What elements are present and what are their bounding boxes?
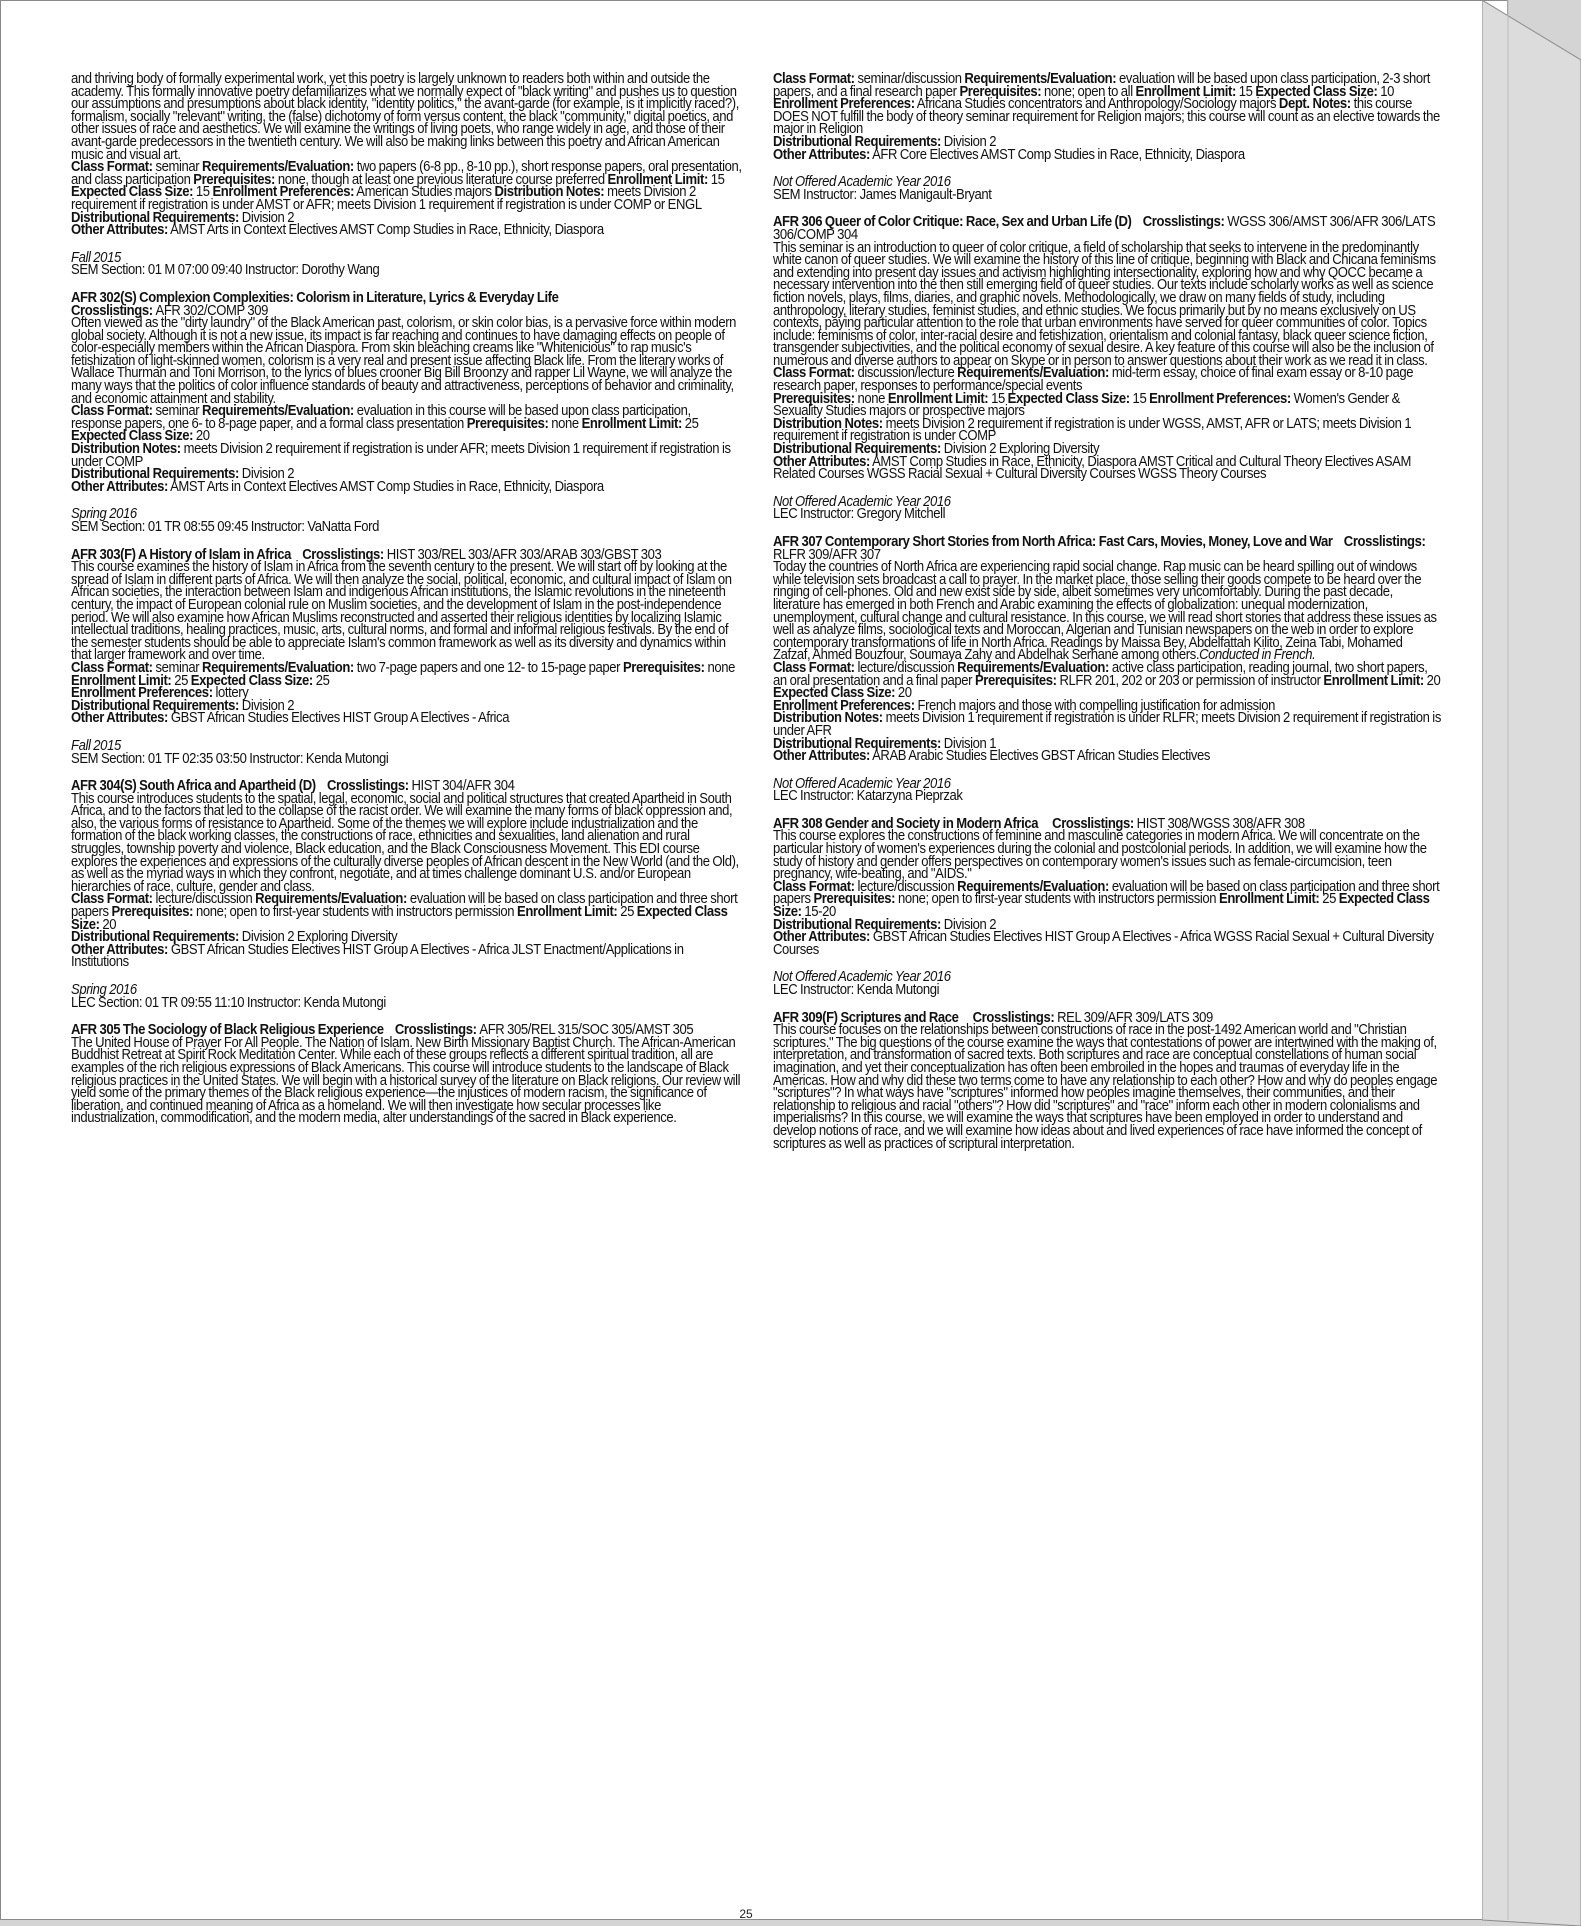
course-section: SEM Section: 01 M 07:00 09:40 Instructor: Dorothy Wang: [71, 261, 380, 279]
course-details: Class Format: seminar/discussion Requirements/Evaluation: evaluation will be based upon class participation, 2-3 short papers, and a final research paper Prerequisites: none; open to all Enrollment Limit: 15 Expected Class Size: 10 Enrollment Preferences: Africana Studies concentrators and Anthropology/Sociology majors Dept. Notes: this course DOES NOT fulfill the body of theory seminar requirement for Religion majors; this course will count as an elective towards the major in Religion: [773, 70, 1440, 138]
enrollment-preferences: Enrollment Preferences: lottery: [71, 684, 249, 702]
course-title: AFR 304(S) South Africa and Apartheid (D) Crosslistings: HIST 304/AFR 304: [71, 777, 515, 795]
course-term: Not Offered Academic Year 2016: [773, 774, 951, 792]
course-details: Class Format: lecture/discussion Requirements/Evaluation: active class participation, reading journal, two short papers, an oral presentation and a final paper Prerequisites: RLFR 201, 202 or 203 or permission of instructor Enrollment Limit: 20 Expected Class Size: 20: [773, 658, 1441, 702]
other-attributes: Other Attributes: GBST African Studies Electives HIST Group A Electives - Africa WGSS Racial Sexual + Cultural Diversity Courses: [773, 928, 1434, 958]
course-entry-afr304: [71, 777, 744, 1011]
distributional-requirements: Distributional Requirements: Division 2 Exploring Diversity: [773, 440, 1100, 458]
page-number: 25: [739, 1907, 753, 1921]
course-term: Not Offered Academic Year 2016: [773, 492, 951, 510]
left-column: [71, 70, 744, 1127]
distribution-notes: Distribution Notes: meets Division 2 requirement if registration is under WGSS, AMST, AFR or LATS; meets Division 1 requirement if registration is under COMP: [773, 414, 1412, 445]
course-entry-afr305-continued: [773, 70, 1442, 203]
course-section: SEM Instructor: James Manigault-Bryant: [773, 185, 992, 203]
distributional-requirements: Distributional Requirements: Division 2: [773, 132, 997, 150]
other-attributes: Other Attributes: AFR Core Electives AMST Comp Studies in Race, Ethnicity, Diaspora: [773, 145, 1245, 163]
course-entry-afr309: [773, 1008, 1442, 1152]
other-attributes: Other Attributes: ARAB Arabic Studies Electives GBST African Studies Electives: [773, 747, 1211, 765]
other-attributes: Other Attributes: GBST African Studies Electives HIST Group A Electives - Africa JLST Enactment/Applications in Institutions: [71, 940, 684, 971]
course-details: Class Format: seminar Requirements/Evaluation: two papers (6-8 pp., 8-10 pp.), short response papers, oral presentation, and class participation Prerequisites: none, though at least one previous literature course preferred Enrollment Limit: 15 Expected Class Size: 15 Enrollment Preferences: American Studies majors Distribution Notes: meets Division 2 requirement if registration is under AMST or AFR; meets Division 1 requirement if registration is under COMP or ENGL: [71, 158, 742, 213]
course-details: Class Format: discussion/lecture Requirements/Evaluation: mid-term essay, choice of final exam essay or 8-10 page research paper, responses to performance/special events: [773, 364, 1414, 395]
other-attributes: Other Attributes: AMST Comp Studies in Race, Ethnicity, Diaspora AMST Critical and Cultural Theory Electives ASAM Related Courses WGSS Racial Sexual + Cultural Diversity Courses WGSS Theory Courses: [773, 452, 1411, 483]
distributional-requirements: Distributional Requirements: Division 1: [773, 734, 997, 752]
course-title: AFR 303(F) A History of Islam in Africa Crosslistings: HIST 303/REL 303/AFR 303/ARAB 303/GBST 303: [71, 545, 662, 563]
course-description: This course introduces students to the spatial, legal, economic, social and political structures that created Apartheid in South Africa, and to the factors that led to the collapse of the racist order. We will examine the many forms of black oppression and, also, the various forms of resistance to Apartheid. Some of the themes we will explore include industrialization and the formation of the black working classes, the constructions of race, ethnicities and sexualities, land alienation and rural struggles, township poverty and violence, Black education, and the Black Consciousness Movement. This EDI course explores the experiences and expressions of the culturally diverse peoples of African descent in the New World (and the Old), as well as the myriad ways in which they confront, negotiate, and at times challenge dominant U.S. and/or European hierarchies of race, culture, gender and class.: [71, 789, 739, 895]
course-term: Fall 2015: [71, 248, 121, 266]
course-entry-intro: [71, 70, 744, 279]
course-section: LEC Section: 01 TR 09:55 11:10 Instructor: Kenda Mutongi: [71, 993, 386, 1011]
course-title: AFR 309(F) Scriptures and Race Crosslistings: REL 309/AFR 309/LATS 309: [773, 1008, 1213, 1026]
course-entry-afr305: [71, 1021, 744, 1127]
enrollment-preferences: Enrollment Preferences: French majors and those with compelling justification for admission: [773, 696, 1276, 714]
distributional-requirements: Distributional Requirements: Division 2: [71, 208, 295, 226]
course-details: Class Format: seminar Requirements/Evaluation: evaluation in this course will be based upon class participation, response papers, one 6- to 8-page paper, and a formal class presentation Prerequisites: none Enrollment Limit: 25 Expected Class Size: 20: [71, 402, 699, 445]
other-attributes: Other Attributes: GBST African Studies Electives HIST Group A Electives - Africa: [71, 709, 510, 727]
distributional-requirements: Distributional Requirements: Division 2: [71, 465, 295, 483]
course-details-2: Prerequisites: none Enrollment Limit: 15 Expected Class Size: 15 Enrollment Preferences: Women's Gender & Sexuality Studies majors or prospective majors: [773, 389, 1400, 420]
distributional-requirements: Distributional Requirements: Division 2: [71, 696, 295, 714]
course-title: AFR 306 Queer of Color Critique: Race, Sex and Urban Life (D) Crosslistings: WGSS 306/AMST 306/AFR 306/LATS 306/COMP 304: [773, 213, 1436, 243]
course-description: This course focuses on the relationships between constructions of race in the post-1492 American world and "Christian scriptures." The big questions of the course examine the ways that contestations of power are intertwined with the making of, interpretation, and transformation of sacred texts. Both scriptures and race are conceptual constellations of human social imagination, and yet their conceptualization has often been embroiled in the hopes and traumas of everyday life in the Americas. How and why did these two terms come to have any relationship to each other? How and why do peoples engage "scriptures"? In what ways have "scriptures" informed how peoples imagine themselves, their communities, and their relationship to religious and racial "others"? How did "scriptures" and "race" inform each other in modern colonialisms and imperialisms? In this course, we will examine the ways that scriptures have been employed in order to understand and develop notions of race, and we will examine how ideas about and lived experiences of race have informed the concept of scriptures as well as practices of scriptural interpretation.: [773, 1021, 1438, 1152]
course-description: This course explores the constructions of feminine and masculine categories in modern Africa. We will concentrate on the particular history of women's experiences during the colonial and postcolonial periods. In addition, we will examine how the study of history and gender offers perspectives on contemporary women's issues such as female-circumcision, teen pregnancy, wife-beating, and "AIDS.": [773, 827, 1427, 883]
course-term: Spring 2016: [71, 505, 137, 523]
other-attributes: Other Attributes: AMST Arts in Context Electives AMST Comp Studies in Race, Ethnicity, Diaspora: [71, 221, 604, 239]
course-section: LEC Instructor: Gregory Mitchell: [773, 505, 946, 523]
course-details: Class Format: lecture/discussion Requirements/Evaluation: evaluation will be based on class participation and three short papers Prerequisites: none; open to first-year students with instructors permission Enrollment Limit: 25 Expected Class Size: 15-20: [773, 877, 1440, 921]
distributional-requirements: Distributional Requirements: Division 2 Exploring Diversity: [71, 928, 398, 946]
conducted-in-note: Conducted in French.: [1199, 646, 1316, 664]
distributional-requirements: Distributional Requirements: Division 2: [773, 915, 997, 933]
course-description: This seminar is an introduction to queer of color critique, a field of scholarship that seeks to intervene in the predominantly white canon of queer studies. We will examine the history of this line of critique, beginning with Black and Chicana feminisms and extending into present day issues and activism highlighting intersectionality, exploring how and why QOCC became a necessary intervention into the then still emerging field of queer studies. Our texts include scholarly works as well as science fiction novels, plays, films, diaries, and graphic novels. Methodologically, we draw on many fields of study, including anthropology, literary studies, feminist studies, and ethnic studies. We focus primarily but by no means exclusively on US contexts, paying particular attention to the role that urban environments have served for queer communities of color. Topics include: feminisms of color, inter-racial desire and fetishization, orientalism and colonial fantasy, black queer science fiction, transgender subjectivities, and the political economy of sexual desire. A key feature of this course will also be the inclusion of numerous and diverse authors to appear on Skype or in person to answer questions about their work as we read it in class.: [773, 238, 1436, 369]
course-entry-afr303: [71, 545, 744, 767]
course-section: LEC Instructor: Kenda Mutongi: [773, 981, 940, 998]
course-entry-afr308: [773, 814, 1442, 998]
course-term: Fall 2015: [71, 736, 121, 754]
course-description: Today the countries of North Africa are experiencing rapid social change. Rap music can be heard spilling out of windows while television sets broadcast a call to prayer. In the market place, those selling their goods compete to be heard over the ringing of cell-phones. Old and new exist side by side, albeit sometimes very uncomfortably. During the past decade, literature has emerged in both French and Arabic examining the effects of globalization: unequal modernization, unemployment, cultural change and cultural resistance. In this course, we will read short stories that address these issues as well as analyze films, sociological texts and Moroccan, Algerian and Tunisian newspapers on the web in order to explore contemporary transformations of life in North Africa. Readings by Maissa Bey, Abdelfattah Kilito, Zeina Tabi, Mohamed Zafzaf, Ahmed Bouzfour, Soumaya Zahy and Abdelhak Serhane among others.Conducted in French.: [773, 558, 1437, 664]
course-description: and thriving body of formally experimental work, yet this poetry is largely unknown to readers both within and outside the academy. This formally innovative poetry defamiliarizes what we normally expect of "black writing" and pushes us to question our assumptions and presumptions about black identity, "identity politics," the avant-garde (for example, is it implicitly raced?), formalism, socially "relevant" writing, the (false) dichotomy of form versus content, the black "community," digital poetics, and other issues of race and aesthetics. We will examine the writings of living poets, who range widely in age, and those of their avant-garde predecessors in the twentieth century. We will also be making links between this poetry and African American music and visual art.: [71, 70, 739, 163]
course-details: Class Format: seminar Requirements/Evaluation: two 7-page papers and one 12- to 15-page paper Prerequisites: none Enrollment Limit: 25 Expected Class Size: 25: [71, 658, 735, 689]
course-term: Not Offered Academic Year 2016: [773, 173, 951, 191]
course-term: Not Offered Academic Year 2016: [773, 968, 951, 986]
course-description: Often viewed as the "dirty laundry" of the Black American past, colorism, or skin color bias, is a pervasive force within modern global society. Although it is not a new issue, its impact is far reaching and continues to have damaging effects on people of color-especially members within the African Diaspora. From skin bleaching creams like "Whitenicious" to rap music's fetishization of light-skinned women, colorism is a very real and present issue affecting Black life. From the literary works of Wallace Thurman and Toni Morrison, to the lyrics of blues crooner Big Bill Broonzy and rapper Lil Wayne, we will analyze the many ways that the politics of color influence standards of beauty and attractiveness, perceptions of behavior and criminality, and economic attainment and stability.: [71, 314, 737, 407]
other-attributes: Other Attributes: AMST Arts in Context Electives AMST Comp Studies in Race, Ethnicity, Diaspora: [71, 477, 604, 495]
course-title: AFR 308 Gender and Society in Modern Africa Crosslistings: HIST 308/WGSS 308/AFR 308: [773, 814, 1305, 832]
course-section: LEC Instructor: Katarzyna Pieprzak: [773, 787, 963, 805]
course-entry-afr307: [773, 533, 1442, 805]
course-entry-afr306: [773, 213, 1442, 523]
distribution-notes: Distribution Notes: meets Division 1 requirement if registration is under RLFR; meets Division 2 requirement if registration is under AFR: [773, 709, 1441, 739]
right-column: [773, 70, 1442, 1152]
course-description: This course examines the history of Islam in Africa from the seventh century to the present. We will start off by looking at the spread of Islam in different parts of Africa. We will then analyze the social, political, economic, and cultural impact of Islam on African societies, the interaction between Islam and indigenous African institutions, the Islamic revolutions in the nineteenth century, the impact of European colonial rule on Muslim societies, and the development of Islam in the post-independence period. We will also examine how African Muslims reconstructed and asserted their religious identities by localizing Islamic intellectual traditions, healing practices, music, arts, cultural norms, and formal and informal religious festivals. By the end of the semester students should be able to appreciate Islam's common framework as well as its diversity and dynamics within that larger framework and over time.: [71, 558, 732, 664]
course-entry-afr302: [71, 288, 744, 535]
course-title: AFR 302(S) Complexion Complexities: Colorism in Literature, Lyrics & Everyday Life Crosslistings: AFR 302/COMP 309: [71, 288, 559, 319]
course-title: AFR 307 Contemporary Short Stories from North Africa: Fast Cars, Movies, Money, Love and War Crosslistings: RLFR 309/AFR 307: [773, 533, 1426, 563]
distribution-notes: Distribution Notes: meets Division 2 requirement if registration is under AFR; meets Division 1 requirement if registration is under COMP: [71, 440, 731, 470]
course-description: The United House of Prayer For All People. The Nation of Islam. New Birth Missionary Baptist Church. The African-American Buddhist Retreat at Spirit Rock Meditation Center. While each of these groups reflects a different spiritual tradition, all are examples of the rich religious expressions of Black Americans. This course will introduce students to the landscape of Black religious practices in the United States. We will begin with a historical survey of the literature on Black religions. Our review will yield some of the primary themes of the Black religious experience—the injustices of modern racism, the significance of liberation, and continued meaning of Africa as a homeland. We will then investigate how secular processes like industrialization, commodification, and the modern media, alter understandings of the sacred in Black experience.: [71, 1033, 741, 1127]
course-title: AFR 305 The Sociology of Black Religious Experience Crosslistings: AFR 305/REL 315/SOC 305/AMST 305: [71, 1021, 694, 1039]
course-section: SEM Section: 01 TF 02:35 03:50 Instructor: Kenda Mutongi: [71, 749, 389, 767]
course-term: Spring 2016: [71, 981, 137, 998]
course-details: Class Format: lecture/discussion Requirements/Evaluation: evaluation will be based on class participation and three short papers Prerequisites: none; open to first-year students with instructors permission Enrollment Limit: 25 Expected Class Size: 20: [71, 890, 738, 933]
page-fold-edge: [1482, 0, 1581, 1926]
course-section: SEM Section: 01 TR 08:55 09:45 Instructor: VaNatta Ford: [71, 518, 380, 535]
